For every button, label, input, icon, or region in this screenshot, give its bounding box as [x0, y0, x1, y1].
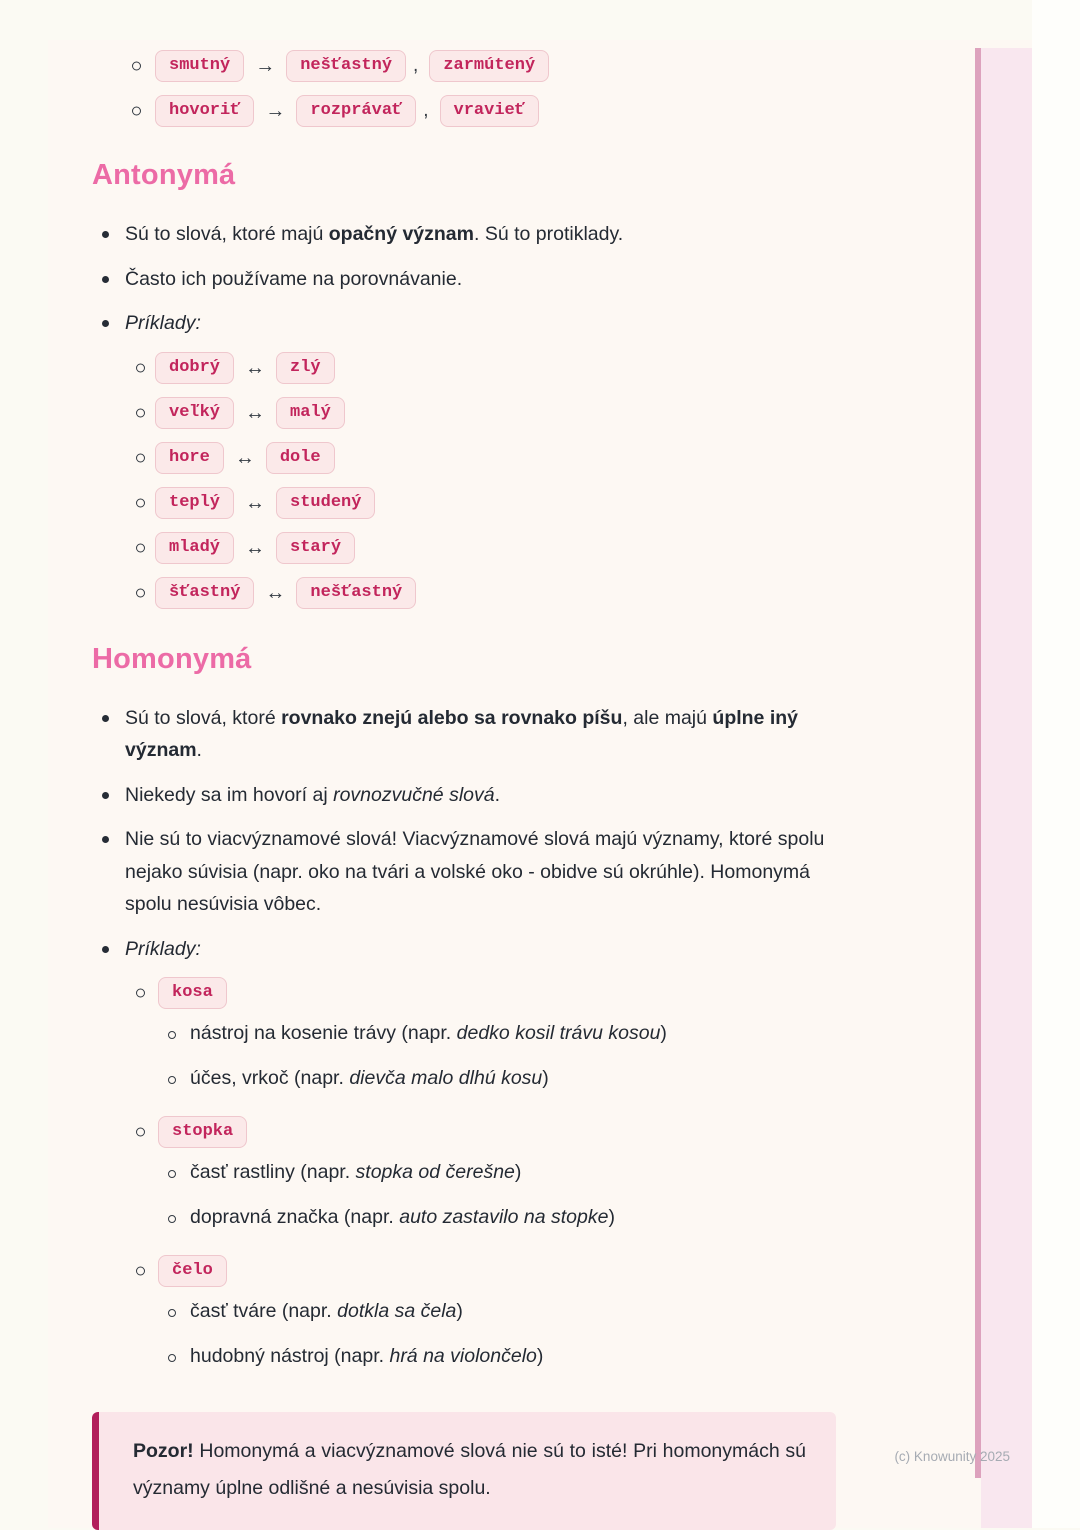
synonym-row [92, 50, 840, 82]
word-chip: dole [266, 442, 335, 474]
meaning-item: časť tváre (napr. dotkla sa čela) [92, 1295, 840, 1327]
arrow-both-icon: ↔ [245, 356, 266, 379]
section-heading-homonyms: Homonymá [92, 642, 252, 675]
word-chip: nešťastný [286, 50, 406, 82]
word-chip: malý [276, 397, 345, 429]
word-chip: dobrý [155, 352, 234, 384]
word-chip: zlý [276, 352, 335, 384]
bullet-circle-icon [168, 1170, 176, 1178]
bullet-circle-icon [136, 1267, 145, 1276]
antonym-pair-row [92, 352, 840, 384]
word-chip: studený [276, 487, 375, 519]
homonym-term-row [92, 977, 840, 1009]
bullet-dot-icon [102, 276, 109, 283]
bullet-dot-icon [102, 836, 109, 843]
antonym-pairs-list [92, 352, 840, 609]
page-right-margin [1032, 0, 1080, 1528]
callout-label: Pozor! [133, 1440, 194, 1462]
word-chip: vravieť [440, 95, 539, 127]
arrow-both-icon: ↔ [265, 581, 286, 604]
word-chip: smutný [155, 50, 244, 82]
bullet-circle-icon [168, 1076, 176, 1084]
bullet-item: Nie sú to viacvýznamové slová! Viacvýznamové slová majú významy, ktoré spolu nejako súvisia (napr. oko na tvári a volské oko - obidve sú okrúhle). Homonymá spolu nesúvisia vôbec. [92, 823, 840, 921]
bullet-dot-icon [102, 715, 109, 722]
meaning-item: dopravná značka (napr. auto zastavilo na stopke) [92, 1201, 840, 1233]
word-chip: mladý [155, 532, 234, 564]
bullet-item: Sú to slová, ktoré majú opačný význam. Sú to protiklady. [92, 218, 840, 251]
synonym-row [92, 95, 840, 127]
antonym-pair-row [92, 397, 840, 429]
separator-comma: , [423, 100, 429, 121]
bullet-circle-icon [136, 498, 145, 507]
bullet-item: Často ich používame na porovnávanie. [92, 263, 840, 296]
bullet-circle-icon [136, 1128, 145, 1137]
callout-note [92, 1412, 836, 1530]
bullet-circle-icon [168, 1309, 176, 1317]
bullet-circle-icon [168, 1354, 176, 1362]
bullet-circle-icon [168, 1031, 176, 1039]
meaning-item: hudobný nástroj (napr. hrá na violončelo) [92, 1340, 840, 1372]
word-chip: hovoriť [155, 95, 254, 127]
meaning-item: nástroj na kosenie trávy (napr. dedko kosil trávu kosou) [92, 1017, 840, 1049]
arrow-both-icon: ↔ [245, 401, 266, 424]
bullet-dot-icon [102, 320, 109, 327]
word-chip: nešťastný [296, 577, 416, 609]
homonym-term-row [92, 1116, 840, 1148]
term-chip: stopka [158, 1116, 247, 1148]
bullet-circle-icon [136, 408, 145, 417]
meaning-item: účes, vrkoč (napr. dievča malo dlhú kosu) [92, 1062, 840, 1094]
homonym-term-row [92, 1255, 840, 1287]
antonym-pair-row [92, 487, 840, 519]
word-chip: šťastný [155, 577, 254, 609]
bullet-dot-icon [102, 946, 109, 953]
document-content [92, 50, 840, 1530]
word-chip: teplý [155, 487, 234, 519]
antonym-pair-row [92, 532, 840, 564]
bullet-item: Niekedy sa im hovorí aj rovnozvučné slová. [92, 779, 840, 812]
term-chip: kosa [158, 977, 227, 1009]
page-edge-stripe [981, 48, 1032, 1528]
arrow-both-icon: ↔ [245, 536, 266, 559]
bullet-dot-icon [102, 231, 109, 238]
word-chip: zarmútený [429, 50, 549, 82]
bullet-circle-icon [136, 543, 145, 552]
bullet-circle-icon [132, 107, 141, 116]
term-chip: čelo [158, 1255, 227, 1287]
bullet-circle-icon [136, 453, 145, 462]
bullet-circle-icon [132, 62, 141, 71]
arrow-right-icon: → [255, 55, 276, 77]
arrow-right-icon: → [265, 100, 286, 122]
word-chip: hore [155, 442, 224, 474]
examples-label: Príklady: [92, 307, 840, 340]
bullet-circle-icon [168, 1215, 176, 1223]
bullet-circle-icon [136, 588, 145, 597]
section-heading-antonyms: Antonymá [92, 159, 236, 191]
bullet-circle-icon [136, 989, 145, 998]
page-edge-stripe-line [975, 48, 981, 1478]
bullet-item: Sú to slová, ktoré rovnako znejú alebo sa rovnako píšu, ale majú úplne iný význam. [92, 702, 840, 767]
homonym-example [92, 1116, 840, 1233]
word-chip: veľký [155, 397, 234, 429]
bullet-circle-icon [136, 363, 145, 372]
copyright-note: (c) Knowunity 2025 [894, 1449, 1010, 1464]
callout-text: Homonymá a viacvýznamové slová nie sú to isté! Pri homonymách sú významy úplne odlišné a nesúvisia spolu. [133, 1440, 806, 1499]
word-chip: rozprávať [296, 95, 416, 127]
arrow-both-icon: ↔ [245, 491, 266, 514]
antonym-pair-row [92, 577, 840, 609]
examples-label: Príklady: [92, 933, 840, 966]
homonym-example [92, 977, 840, 1094]
separator-comma: , [413, 55, 419, 76]
meaning-item: časť rastliny (napr. stopka od čerešne) [92, 1156, 840, 1188]
antonym-pair-row [92, 442, 840, 474]
arrow-both-icon: ↔ [234, 446, 255, 469]
homonym-example [92, 1255, 840, 1372]
bullet-dot-icon [102, 792, 109, 799]
word-chip: starý [276, 532, 355, 564]
